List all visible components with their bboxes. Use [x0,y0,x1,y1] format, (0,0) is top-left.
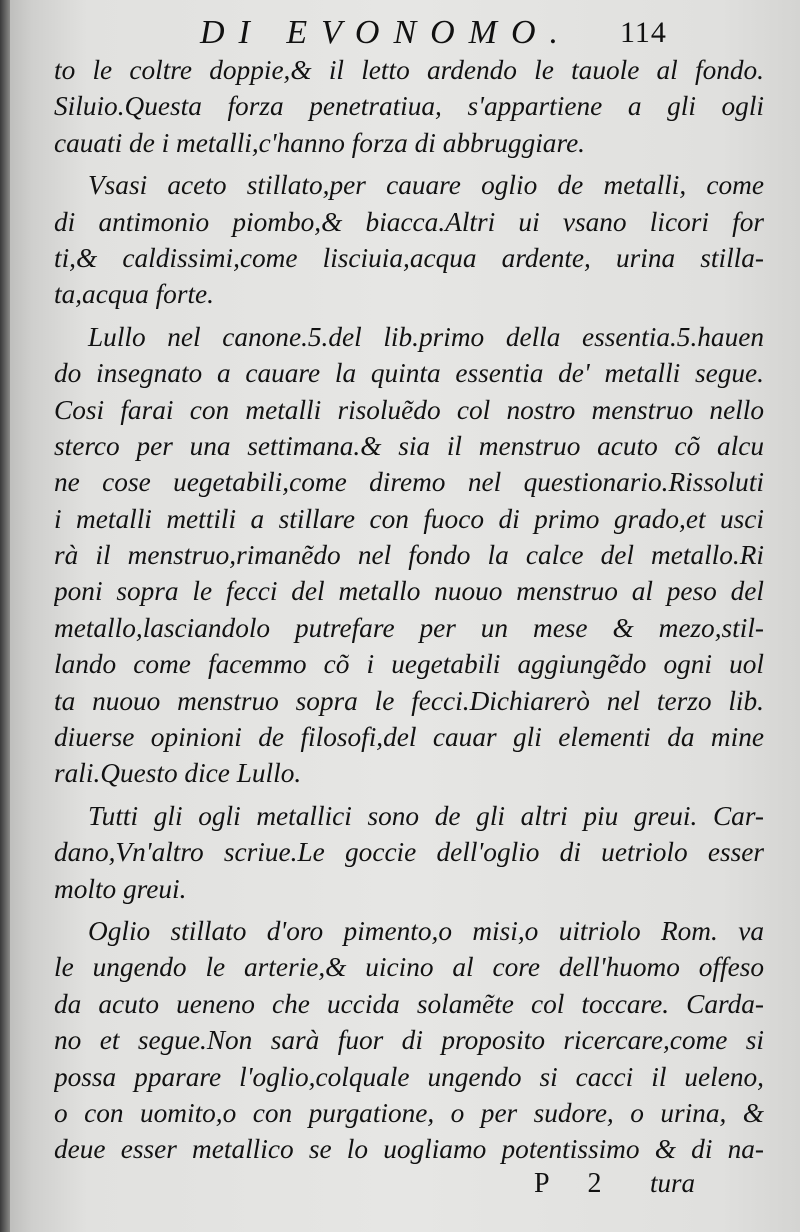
paragraph-start-line: Vsasi aceto stillato,per cauare oglio de metalli, come [88,170,764,201]
text-line: ta,acqua forte. [54,279,214,310]
text-line: do insegnato a cauare la quinta essentia de' metalli segue. [54,358,764,389]
text-line: possa pparare l'oglio,colquale ungendo si cacci il ueleno, [54,1061,764,1092]
text-line: rà il menstruo,rimanẽdo nel fondo la calce del metallo.Ri [54,540,764,571]
text-line: cauati de i metalli,c'hanno forza di abbruggiare. [54,127,586,158]
text-line: le ungendo le arterie,& uicino al core dell'huomo offeso [54,952,764,983]
text-line: i metalli mettili a stillare con fuoco di primo grado,et usci [54,503,764,534]
paragraph-start-line: Tutti gli ogli metallici sono de gli altri piu greui. Car- [88,800,764,831]
text-line: no et segue.Non sarà fuor di proposito ricercare,come si [54,1025,764,1056]
text-line: ta nuouo menstruo sopra le fecci.Dichiarerò nel terzo lib. [54,685,764,716]
text-line: lando come facemmo cõ i uegetabili aggiungẽdo ogni uol [54,649,764,680]
paragraph-start-line: Oglio stillato d'oro pimento,o misi,o uitriolo Rom. va [88,915,764,946]
body-text [54,52,764,1168]
text-line: sterco per una settimana.& sia il menstruo acuto cõ alcu [54,430,764,461]
text-line: di antimonio piombo,& biacca.Altri ui vsano licori for [54,206,764,237]
text-line: o con uomito,o con purgatione, o per sudore, o urina, & [54,1097,764,1128]
text-line: dano,Vn'altro scriue.Le goccie dell'oglio di uetriolo esser [54,837,764,868]
signature-mark: P 2 [534,1168,618,1199]
text-line: deue esser metallico se lo uogliamo potentissimo & di na- [54,1134,764,1165]
text-line: ti,& caldissimi,come lisciuia,acqua ardente, urina stilla- [54,242,764,273]
text-line: to le coltre doppie,& il letto ardendo le tauole al fondo. [54,55,764,85]
text-line: diuerse opinioni de filosofi,del cauar gli elementi da mine [54,722,764,753]
binding-shadow [0,0,10,1232]
text-line: poni sopra le fecci del metallo nuouo menstruo al peso del [54,576,764,607]
text-line: metallo,lasciandolo putrefare per un mese & mezo,stil- [54,612,764,643]
running-head: DI EVONOMO. [200,14,573,51]
text-line: Cosi farai con metalli risoluẽdo col nostro menstruo nello [54,394,764,425]
page-footer [0,1168,800,1208]
paragraph-start-line: Lullo nel canone.5.del lib.primo della essentia.5.hauen [88,321,764,352]
text-line: da acuto ueneno che uccida solamẽte col toccare. Carda- [54,988,764,1019]
text-line: ne cose uegetabili,come diremo nel questionario.Rissoluti [54,467,764,498]
text-line: molto greui. [54,873,187,904]
page-number: 114 [620,16,667,49]
catchword: tura [650,1168,696,1198]
text-line: rali.Questo dice Lullo. [54,758,302,789]
text-line: Siluio.Questa forza penetratiua, s'appartiene a gli ogli [54,91,764,122]
